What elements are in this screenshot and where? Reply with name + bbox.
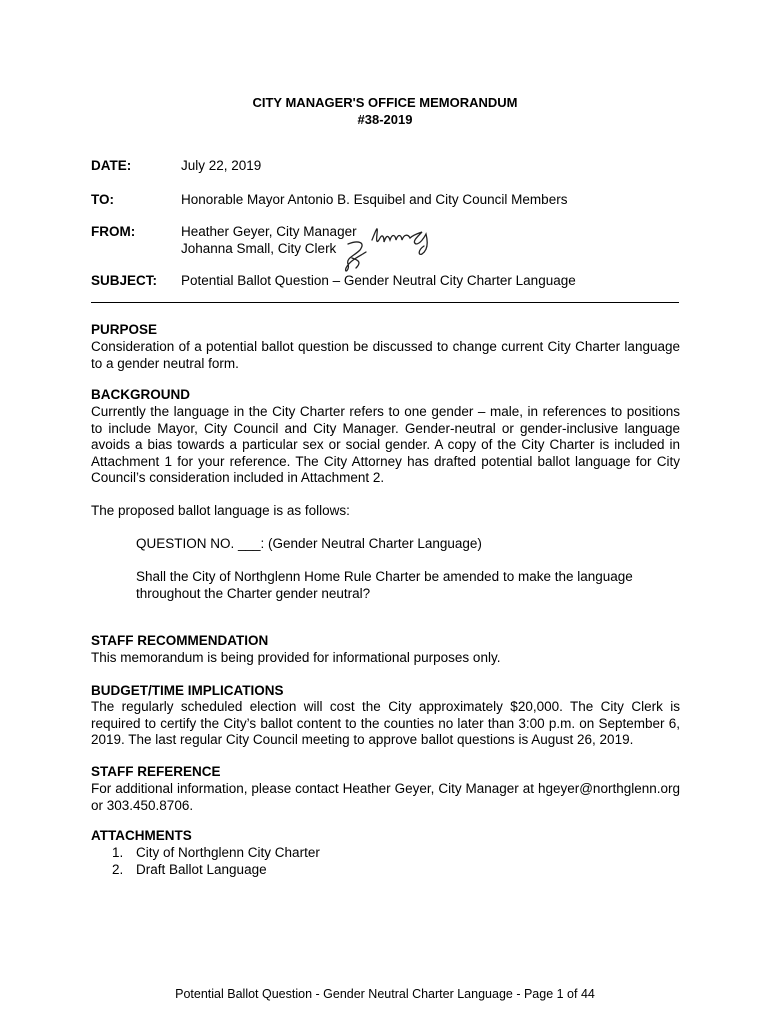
background-text: Currently the language in the City Charter refers to one gender – male, in references to positions to include Mayor, City Council and City Manager. Gender-neutral or gender-inclusive language avoids a bias towards a particular sex or social gender. A copy of the City Charter is included in Attachment 1 for your reference. The City Attorney has drafted potential ballot language for City Council’s consideration included in Attachment 2. [91,404,680,485]
subject-label: SUBJECT: [91,273,158,288]
proposed-intro: The proposed ballot language is as follows: [91,503,350,518]
date-label: DATE: [91,158,132,173]
memo-title: CITY MANAGER'S OFFICE MEMORANDUM [252,95,518,110]
list-item [112,862,320,879]
purpose-text: Consideration of a potential ballot question be discussed to change current City Charter language to a gender neutral form. [91,339,680,371]
memo-number: #38-2019 [357,112,413,127]
subject-value: Potential Ballot Question – Gender Neutral City Charter Language [181,273,576,288]
staff-reference-text: For additional information, please contact Heather Geyer, City Manager at hgeyer@northglenn.org or 303.450.8706. [91,781,680,813]
list-item-label: Draft Ballot Language [136,861,267,877]
budget-text: The regularly scheduled election will cost the City approximately $20,000. The City Clerk is required to certify the City’s ballot content to the counties no later than 3:00 p.m. on September 6, 2019. The last regular City Council meeting to approve ballot questions is August 26, 2019. [91,699,680,747]
list-item-label: City of Northglenn City Charter [136,845,320,860]
question-line: QUESTION NO. ___: (Gender Neutral Charter Language) [136,536,482,551]
date-value: July 22, 2019 [181,158,262,173]
header-divider [91,302,679,303]
purpose-heading: PURPOSE [91,322,158,337]
list-item-number: 1. [112,845,124,860]
background-heading: BACKGROUND [91,387,190,402]
to-value: Honorable Mayor Antonio B. Esquibel and City Council Members [181,192,568,207]
attachments-list [112,845,320,878]
from-value-manager: Heather Geyer, City Manager [181,224,357,239]
page-footer: Potential Ballot Question - Gender Neutral Charter Language - Page 1 of 44 [175,987,595,1001]
staff-recommendation-text: This memorandum is being provided for informational purposes only. [91,650,501,665]
staff-reference-heading: STAFF REFERENCE [91,764,221,779]
question-text: Shall the City of Northglenn Home Rule Charter be amended to make the language throughout the Charter gender neutral? [136,569,633,601]
attachments-heading: ATTACHMENTS [91,828,192,843]
budget-heading: BUDGET/TIME IMPLICATIONS [91,683,284,698]
staff-recommendation-heading: STAFF RECOMMENDATION [91,633,269,648]
from-label: FROM: [91,224,136,239]
manager-initials-signature [368,220,434,268]
to-label: TO: [91,192,114,207]
list-item-number: 2. [112,861,124,877]
clerk-initials-signature [340,238,374,278]
from-value-clerk: Johanna Small, City Clerk [181,241,337,256]
list-item [112,845,320,862]
